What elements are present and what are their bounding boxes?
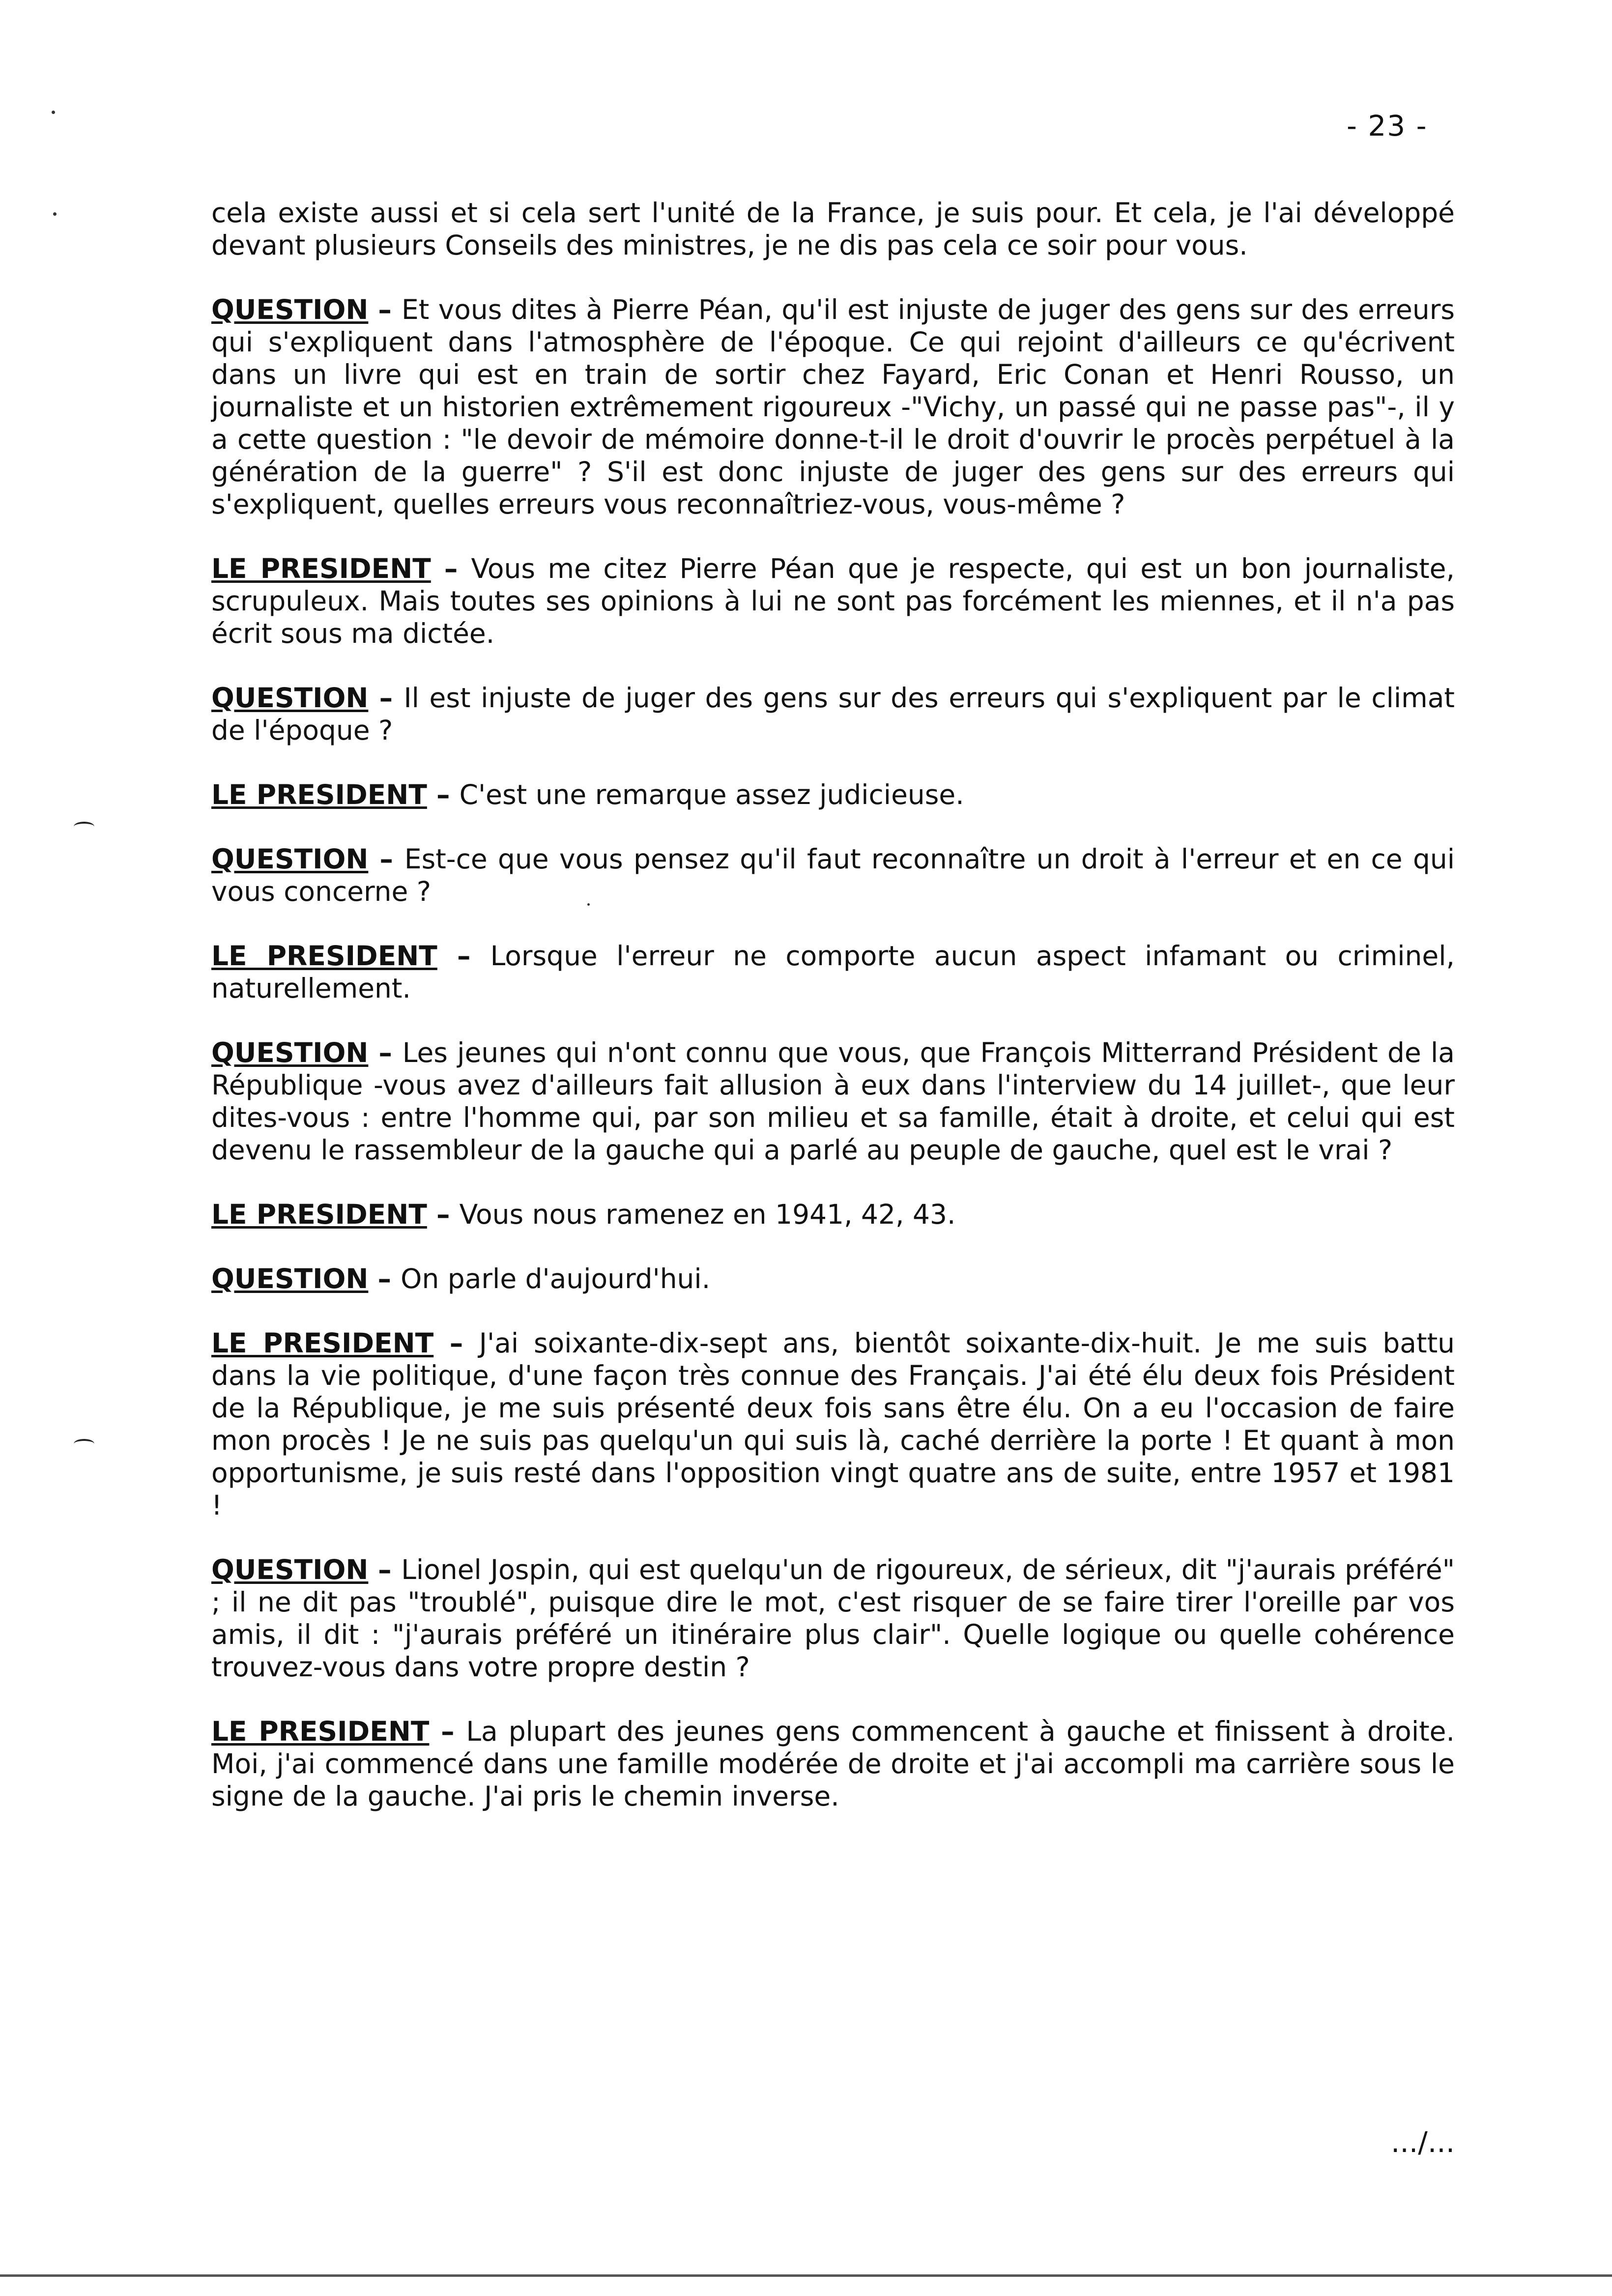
dialogue-paragraph bbox=[211, 1198, 1455, 1231]
dialogue-paragraph bbox=[211, 682, 1455, 746]
speaker-dash: – bbox=[368, 1554, 402, 1585]
paragraph-text: Et vous dites à Pierre Péan, qu'il est injuste de juger des gens sur des erreurs qui s'expliquent dans l'atmosphère de l'époque. Ce qui rejoint d'ailleurs ce qu'écrivent dans un livre qui est en train de sortir chez Fayard, Eric Conan et Henri Rousso, un journaliste et un historien extrêmement rigoureux -"Vichy, un passé qui ne passe pas"-, il y a cette question : "le devoir de mémoire donne-t-il le droit d'ouvrir le procès perpétuel à la génération de la guerre" ? S'il est donc injuste de juger des gens sur des erreurs qui s'expliquent, quelles erreurs vous reconnaîtriez-vous, vous-même ? bbox=[211, 294, 1455, 520]
dialogue-paragraph bbox=[211, 1715, 1455, 1812]
paragraph-text: Lorsque l'erreur ne comporte aucun aspect infamant ou criminel, naturellement. bbox=[211, 940, 1455, 1004]
dialogue-paragraph bbox=[211, 1263, 1455, 1295]
paragraph-text: Vous nous ramenez en 1941, 42, 43. bbox=[459, 1199, 956, 1230]
paragraph-text: Il est injuste de juger des gens sur des erreurs qui s'expliquent par le climat de l'époque ? bbox=[211, 682, 1455, 746]
dot-mark-top bbox=[52, 111, 55, 114]
speaker-label: QUESTION bbox=[211, 294, 369, 325]
speaker-label: QUESTION bbox=[211, 1263, 369, 1294]
transcript-body bbox=[211, 197, 1455, 1844]
speaker-label: LE PRESIDENT bbox=[211, 553, 431, 584]
speaker-dash: – bbox=[368, 682, 404, 714]
continuation-mark: .../... bbox=[1391, 2125, 1455, 2159]
paragraph-text: Lionel Jospin, qui est quelqu'un de rigoureux, de sérieux, dit "j'aurais préféré" ; il ne dit pas "troublé", puisque dire le mot, c'est risquer de se faire tirer l'oreille par vos amis, il dit : "j'aurais préféré un itinéraire plus clair". Quelle logique ou quelle cohérence trouvez-vous dans votre propre destin ? bbox=[211, 1554, 1455, 1683]
speaker-label: LE PRESIDENT bbox=[211, 1327, 434, 1359]
speaker-label: LE PRESIDENT bbox=[211, 779, 427, 810]
speaker-dash: – bbox=[429, 1716, 466, 1747]
speaker-label: LE PRESIDENT bbox=[211, 1199, 427, 1230]
speaker-label: LE PRESIDENT bbox=[211, 1716, 430, 1747]
speaker-label: QUESTION bbox=[211, 1554, 369, 1585]
speaker-dash: – bbox=[368, 1263, 401, 1294]
speaker-dash: – bbox=[427, 779, 460, 810]
dialogue-paragraph bbox=[211, 1036, 1455, 1166]
dialogue-paragraph bbox=[211, 293, 1455, 520]
speaker-dash: – bbox=[368, 843, 404, 875]
page-number: - 23 - bbox=[1347, 109, 1428, 143]
paragraph-text: On parle d'aujourd'hui. bbox=[401, 1263, 711, 1294]
paragraph-text: Est-ce que vous pensez qu'il faut reconnaître un droit à l'erreur et en ce qui vous concerne ? bbox=[211, 843, 1455, 907]
speaker-dash: – bbox=[368, 1037, 403, 1068]
speaker-dash: – bbox=[433, 1327, 479, 1359]
dialogue-paragraph bbox=[211, 778, 1455, 811]
dialogue-paragraph bbox=[211, 940, 1455, 1004]
paragraph-text: C'est une remarque assez judicieuse. bbox=[459, 779, 964, 810]
paragraph-text: Vous me citez Pierre Péan que je respecte, qui est un bon journaliste, scrupuleux. Mais toutes ses opinions à lui ne sont pas forcément les miennes, et il n'a pas écrit sous ma dictée. bbox=[211, 553, 1455, 649]
page-bottom-rule bbox=[0, 2274, 1612, 2277]
speaker-dash: – bbox=[431, 553, 471, 584]
margin-mark-2 bbox=[74, 1439, 94, 1449]
dialogue-paragraph bbox=[211, 1327, 1455, 1521]
speaker-label: QUESTION bbox=[211, 682, 369, 714]
margin-mark-1 bbox=[74, 822, 94, 832]
dialogue-paragraph bbox=[211, 552, 1455, 650]
continuation-paragraph bbox=[211, 197, 1455, 261]
speaker-dash: – bbox=[437, 940, 490, 972]
dialogue-paragraph bbox=[211, 843, 1455, 908]
dot-mark-left bbox=[53, 212, 57, 216]
dialogue-paragraph bbox=[211, 1553, 1455, 1683]
speaker-dash: – bbox=[368, 294, 402, 325]
paragraph-text: La plupart des jeunes gens commencent à gauche et finissent à droite. Moi, j'ai commencé dans une famille modérée de droite et j'ai accompli ma carrière sous le signe de la gauche. J'ai pris le chemin inverse. bbox=[211, 1716, 1455, 1812]
paragraph-text: Les jeunes qui n'ont connu que vous, que François Mitterrand Président de la République -vous avez d'ailleurs fait allusion à eux dans l'interview du 14 juillet-, que leur dites-vous : entre l'homme qui, par son milieu et sa famille, était à droite, et celui qui est devenu le rassembleur de la gauche qui a parlé au peuple de gauche, quel est le vrai ? bbox=[211, 1037, 1455, 1166]
speaker-label: QUESTION bbox=[211, 1037, 369, 1068]
speaker-label: LE PRESIDENT bbox=[211, 940, 437, 972]
paragraph-text: J'ai soixante-dix-sept ans, bientôt soixante-dix-huit. Je me suis battu dans la vie politique, d'une façon très connue des Français. J'ai été élu deux fois Président de la République, je me suis présenté deux fois sans être élu. On a eu l'occasion de faire mon procès ! Je ne suis pas quelqu'un qui suis là, caché derrière la porte ! Et quant à mon opportunisme, je suis resté dans l'opposition vingt quatre ans de suite, entre 1957 et 1981 ! bbox=[211, 1327, 1455, 1521]
paragraph-text: cela existe aussi et si cela sert l'unité de la France, je suis pour. Et cela, je l'ai développé devant plusieurs Conseils des ministres, je ne dis pas cela ce soir pour vous. bbox=[211, 197, 1455, 261]
speaker-dash: – bbox=[427, 1199, 460, 1230]
speaker-label: QUESTION bbox=[211, 843, 369, 875]
